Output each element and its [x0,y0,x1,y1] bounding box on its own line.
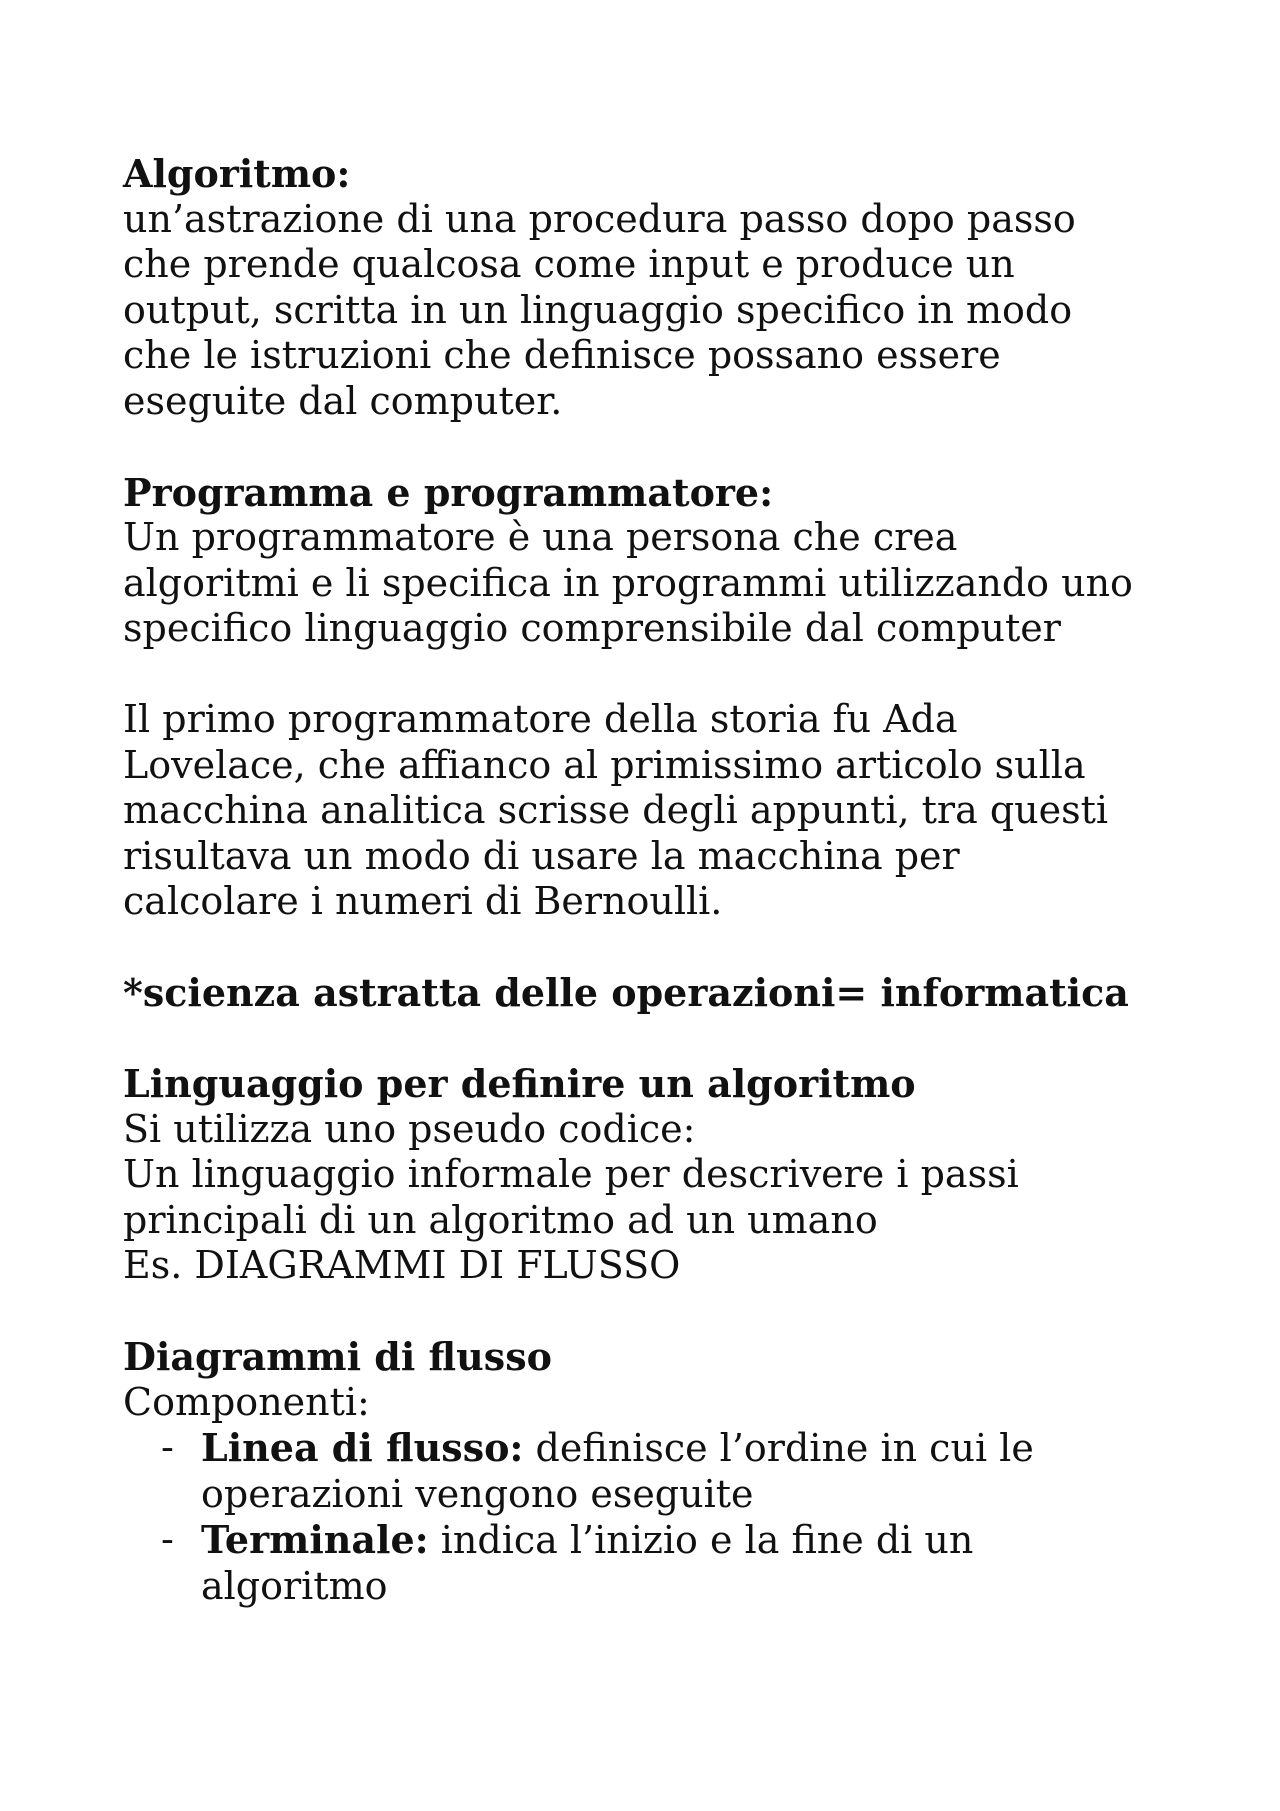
list-dash: - [161,1425,174,1469]
list-item-text: indica l’inizio e la fine di un [428,1518,974,1562]
section-heading: *scienza astratta delle operazioni= informatica [123,970,1129,1015]
paragraph-gap [123,1289,1213,1335]
text-line: Un linguaggio informale per descrivere i passi [123,1152,1019,1196]
list-dash: - [161,1517,174,1561]
section-linguaggio [123,1061,1213,1289]
text-line: eseguite dal computer. [123,378,563,423]
list-item-first-line [201,1517,1213,1564]
list-item [123,1517,1213,1609]
section-diagrammi [123,1334,1213,1609]
document-page [123,151,1213,1609]
section-algoritmo [123,151,1213,424]
paragraph-gap [123,1016,1213,1062]
text-line: specifico linguaggio comprensibile dal computer [123,606,1061,650]
text-line: Es. DIAGRAMMI DI FLUSSO [123,1243,681,1287]
section-heading: Linguaggio per definire un algoritmo [123,1061,916,1106]
text-line: che le istruzioni che definisce possano essere [123,333,1001,377]
paragraph-gap [123,925,1213,971]
text-line: che prende qualcosa come input e produce un [123,242,1015,286]
list-item-term: Terminale: [201,1517,429,1562]
list-item-continuation: operazioni vengono eseguite [201,1471,754,1516]
list-item-first-line [201,1425,1213,1472]
list-item [123,1425,1213,1517]
text-line: algoritmi e li specifica in programmi utilizzando uno [123,560,1133,605]
section-heading: Programma e programmatore: [123,469,774,515]
text-line: Componenti: [123,1379,370,1424]
list-item-continuation: algoritmo [201,1563,388,1608]
text-line: risultava un modo di usare la macchina per [123,833,960,878]
list-item-text: definisce l’ordine in cui le [523,1426,1034,1470]
section-heading: Diagrammi di flusso [123,1334,552,1379]
text-line: Lovelace, che affianco al primissimo articolo sulla [123,742,1086,787]
list-item-term: Linea di flusso: [201,1425,524,1470]
text-line: Un programmatore è una persona che crea [123,515,958,559]
paragraph-gap [123,424,1213,470]
paragraph-gap [123,652,1213,698]
components-list [123,1425,1213,1609]
text-line: macchina analitica scrisse degli appunti, tra questi [123,788,1109,832]
text-line: principali di un algoritmo ad un umano [123,1197,878,1242]
text-line: Il primo programmatore della storia fu Ada [123,697,958,741]
section-lovelace [123,697,1213,925]
section-heading: Algoritmo: [123,151,351,196]
section-informatica [123,970,1213,1016]
text-line: calcolare i numeri di Bernoulli. [123,879,723,923]
text-line: output, scritta in un linguaggio specifico in modo [123,287,1073,332]
text-line: Si utilizza uno pseudo codice: [123,1106,696,1151]
text-line: un’astrazione di una procedura passo dopo passo [123,196,1076,241]
section-programma [123,470,1213,652]
